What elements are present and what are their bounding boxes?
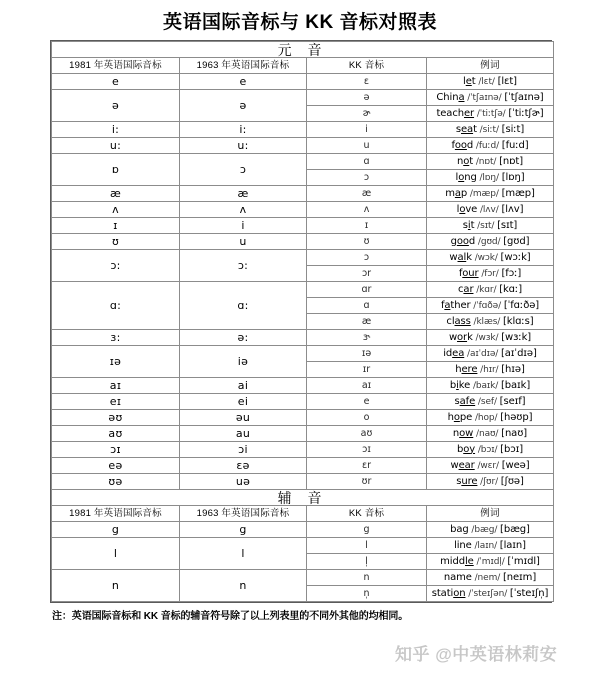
vowels-ipa1981-cell: i: <box>52 122 180 138</box>
vowels-ipa1963-cell: ɑ: <box>180 282 307 330</box>
phon-table <box>51 41 554 602</box>
vowels-ipa1981-cell: ʌ <box>52 202 180 218</box>
vowels-header-1: 1981 年英语国际音标 <box>52 58 180 74</box>
phonetic-comparison-table <box>50 40 552 603</box>
vowels-kk-cell: ɛr <box>307 458 427 474</box>
vowels-ipa1963-cell: ʌ <box>180 202 307 218</box>
section-header-vowels: 元 音 <box>52 42 554 58</box>
vowels-kk-cell: ʌ <box>307 202 427 218</box>
example-cell: food /fuːd/ [fuːd] <box>427 138 554 154</box>
table-row <box>52 346 554 362</box>
example-cell: China /ˈtʃaɪnə/ [ˈtʃaɪnə] <box>427 90 554 106</box>
table-row <box>52 570 554 586</box>
vowels-ipa1981-cell: ɪə <box>52 346 180 378</box>
example-cell: station /ˈsteɪʃən/ [ˈsteɪʃn̩] <box>427 586 554 602</box>
vowels-kk-cell: ʊ <box>307 234 427 250</box>
consonants-ipa1963-cell: n <box>180 570 307 602</box>
table-row <box>52 458 554 474</box>
vowels-ipa1981-cell: æ <box>52 186 180 202</box>
consonants-ipa1981-cell: g <box>52 522 180 538</box>
vowels-kk-cell: ɔ <box>307 170 427 186</box>
example-cell: love /lʌv/ [lʌv] <box>427 202 554 218</box>
vowels-ipa1963-cell: ɔi <box>180 442 307 458</box>
vowels-kk-cell: ɪ <box>307 218 427 234</box>
vowels-ipa1963-cell: i <box>180 218 307 234</box>
vowels-ipa1981-cell: eɪ <box>52 394 180 410</box>
consonants-ipa1981-cell: n <box>52 570 180 602</box>
table-row <box>52 538 554 554</box>
vowels-ipa1963-cell: ə: <box>180 330 307 346</box>
example-cell: wear /wɛr/ [weə] <box>427 458 554 474</box>
table-row <box>52 250 554 266</box>
vowels-header-2: 1963 年英语国际音标 <box>180 58 307 74</box>
vowels-ipa1981-cell: əʊ <box>52 410 180 426</box>
example-cell: now /naʊ/ [naʊ] <box>427 426 554 442</box>
example-cell: good /gʊd/ [gʊd] <box>427 234 554 250</box>
vowels-ipa1981-cell: ɜ: <box>52 330 180 346</box>
table-row <box>52 138 554 154</box>
example-cell: walk /wɔk/ [wɔːk] <box>427 250 554 266</box>
vowels-kk-cell: ɚ <box>307 106 427 122</box>
vowels-ipa1981-cell: aɪ <box>52 378 180 394</box>
consonants-kk-cell: n̩ <box>307 586 427 602</box>
vowels-ipa1981-cell: ə <box>52 90 180 122</box>
vowels-kk-cell: ɔɪ <box>307 442 427 458</box>
vowels-kk-cell: ɑ <box>307 298 427 314</box>
vowels-kk-cell: aʊ <box>307 426 427 442</box>
vowels-ipa1963-cell: uə <box>180 474 307 490</box>
example-cell: boy /bɔɪ/ [bɔɪ] <box>427 442 554 458</box>
vowels-kk-cell: u <box>307 138 427 154</box>
vowels-header-3: KK 音标 <box>307 58 427 74</box>
vowels-header-4: 例词 <box>427 58 554 74</box>
vowels-kk-cell: e <box>307 394 427 410</box>
table-row <box>52 234 554 250</box>
example-cell: name /nem/ [neɪm] <box>427 570 554 586</box>
example-cell: middle /ˈmɪdl̩/ [ˈmɪdl] <box>427 554 554 570</box>
vowels-ipa1981-cell: ɒ <box>52 154 180 186</box>
table-row <box>52 202 554 218</box>
vowels-ipa1963-cell: ɛə <box>180 458 307 474</box>
vowels-ipa1963-cell: ai <box>180 378 307 394</box>
vowels-kk-cell: o <box>307 410 427 426</box>
example-cell: hope /hop/ [həʊp] <box>427 410 554 426</box>
vowels-ipa1963-cell: ɔ: <box>180 250 307 282</box>
vowels-ipa1981-cell: e <box>52 74 180 90</box>
consonants-kk-cell: n <box>307 570 427 586</box>
example-cell: long /lɒŋ/ [lɒŋ] <box>427 170 554 186</box>
example-cell: here /hɪr/ [hɪə] <box>427 362 554 378</box>
vowels-kk-cell: i <box>307 122 427 138</box>
vowels-ipa1981-cell: eə <box>52 458 180 474</box>
vowels-kk-cell: ɔr <box>307 266 427 282</box>
vowels-kk-cell: ɪr <box>307 362 427 378</box>
example-cell: let /lɛt/ [lɛt] <box>427 74 554 90</box>
vowels-kk-cell: ɪə <box>307 346 427 362</box>
vowels-ipa1963-cell: u <box>180 234 307 250</box>
consonants-header-1: 1981 年英语国际音标 <box>52 506 180 522</box>
table-row <box>52 154 554 170</box>
table-row <box>52 282 554 298</box>
vowels-ipa1963-cell: e <box>180 74 307 90</box>
example-cell: class /klæs/ [klɑːs] <box>427 314 554 330</box>
example-cell: safe /sef/ [seɪf] <box>427 394 554 410</box>
vowels-ipa1963-cell: ɔ <box>180 154 307 186</box>
table-row <box>52 442 554 458</box>
consonants-ipa1981-cell: l <box>52 538 180 570</box>
vowels-ipa1981-cell: ɑ: <box>52 282 180 330</box>
vowels-ipa1963-cell: ei <box>180 394 307 410</box>
table-row <box>52 74 554 90</box>
vowels-kk-cell: ɑr <box>307 282 427 298</box>
consonants-header-4: 例词 <box>427 506 554 522</box>
vowels-ipa1963-cell: iə <box>180 346 307 378</box>
vowels-ipa1963-cell: ə <box>180 90 307 122</box>
vowels-ipa1963-cell: au <box>180 426 307 442</box>
example-cell: teacher /ˈtiːtʃə/ [ˈtiːtʃɚ] <box>427 106 554 122</box>
column-header-row <box>52 58 554 74</box>
footer-note: 注：英语国际音标和 KK 音标的辅音符号除了以上列表里的不同外其他的均相同。 <box>52 611 409 622</box>
consonants-ipa1963-cell: l <box>180 538 307 570</box>
table-row <box>52 186 554 202</box>
vowels-kk-cell: ɛ <box>307 74 427 90</box>
example-cell: idea /aɪˈdɪə/ [aɪˈdɪə] <box>427 346 554 362</box>
page-title: 英语国际音标与 KK 音标对照表 <box>162 12 437 33</box>
consonants-header-2: 1963 年英语国际音标 <box>180 506 307 522</box>
consonants-kk-cell: l <box>307 538 427 554</box>
example-cell: four /fɔr/ [fɔː] <box>427 266 554 282</box>
table-row <box>52 122 554 138</box>
example-cell: not /nɒt/ [nɒt] <box>427 154 554 170</box>
table-row <box>52 474 554 490</box>
vowels-kk-cell: ɔ <box>307 250 427 266</box>
vowels-kk-cell: aɪ <box>307 378 427 394</box>
consonants-kk-cell: g <box>307 522 427 538</box>
table-row <box>52 522 554 538</box>
example-cell: car /kɑr/ [kɑː] <box>427 282 554 298</box>
example-cell: sit /sɪt/ [sɪt] <box>427 218 554 234</box>
table-body <box>52 42 554 602</box>
vowels-ipa1963-cell: əu <box>180 410 307 426</box>
column-header-row <box>52 506 554 522</box>
consonants-kk-cell: l̩ <box>307 554 427 570</box>
vowels-ipa1981-cell: ʊə <box>52 474 180 490</box>
vowels-ipa1963-cell: æ <box>180 186 307 202</box>
vowels-ipa1981-cell: u: <box>52 138 180 154</box>
vowels-kk-cell: æ <box>307 186 427 202</box>
example-cell: bag /bæg/ [bæg] <box>427 522 554 538</box>
table-row <box>52 410 554 426</box>
vowels-ipa1981-cell: ɔ: <box>52 250 180 282</box>
vowels-ipa1963-cell: u: <box>180 138 307 154</box>
vowels-ipa1981-cell: ʊ <box>52 234 180 250</box>
section-row <box>52 42 554 58</box>
watermark: 知乎 @中英语林莉安 <box>395 645 558 664</box>
vowels-kk-cell: ə <box>307 90 427 106</box>
table-row <box>52 218 554 234</box>
vowels-ipa1981-cell: ɔɪ <box>52 442 180 458</box>
example-cell: sure /ʃʊr/ [ʃʊə] <box>427 474 554 490</box>
table-row <box>52 90 554 106</box>
vowels-kk-cell: æ <box>307 314 427 330</box>
table-row <box>52 426 554 442</box>
section-header-consonants: 辅 音 <box>52 490 554 506</box>
example-cell: map /mæp/ [mæp] <box>427 186 554 202</box>
vowels-kk-cell: ɝ <box>307 330 427 346</box>
consonants-header-3: KK 音标 <box>307 506 427 522</box>
vowels-kk-cell: ʊr <box>307 474 427 490</box>
section-row <box>52 490 554 506</box>
example-cell: line /laɪn/ [laɪn] <box>427 538 554 554</box>
vowels-ipa1963-cell: i: <box>180 122 307 138</box>
vowels-ipa1981-cell: aʊ <box>52 426 180 442</box>
vowels-ipa1981-cell: ɪ <box>52 218 180 234</box>
vowels-kk-cell: ɑ <box>307 154 427 170</box>
example-cell: bike /baɪk/ [baɪk] <box>427 378 554 394</box>
consonants-ipa1963-cell: g <box>180 522 307 538</box>
table-row <box>52 394 554 410</box>
example-cell: work /wɜk/ [wɜːk] <box>427 330 554 346</box>
example-cell: father /ˈfɑðə/ [ˈfɑːðə] <box>427 298 554 314</box>
example-cell: seat /siːt/ [siːt] <box>427 122 554 138</box>
table-row <box>52 330 554 346</box>
table-row <box>52 378 554 394</box>
